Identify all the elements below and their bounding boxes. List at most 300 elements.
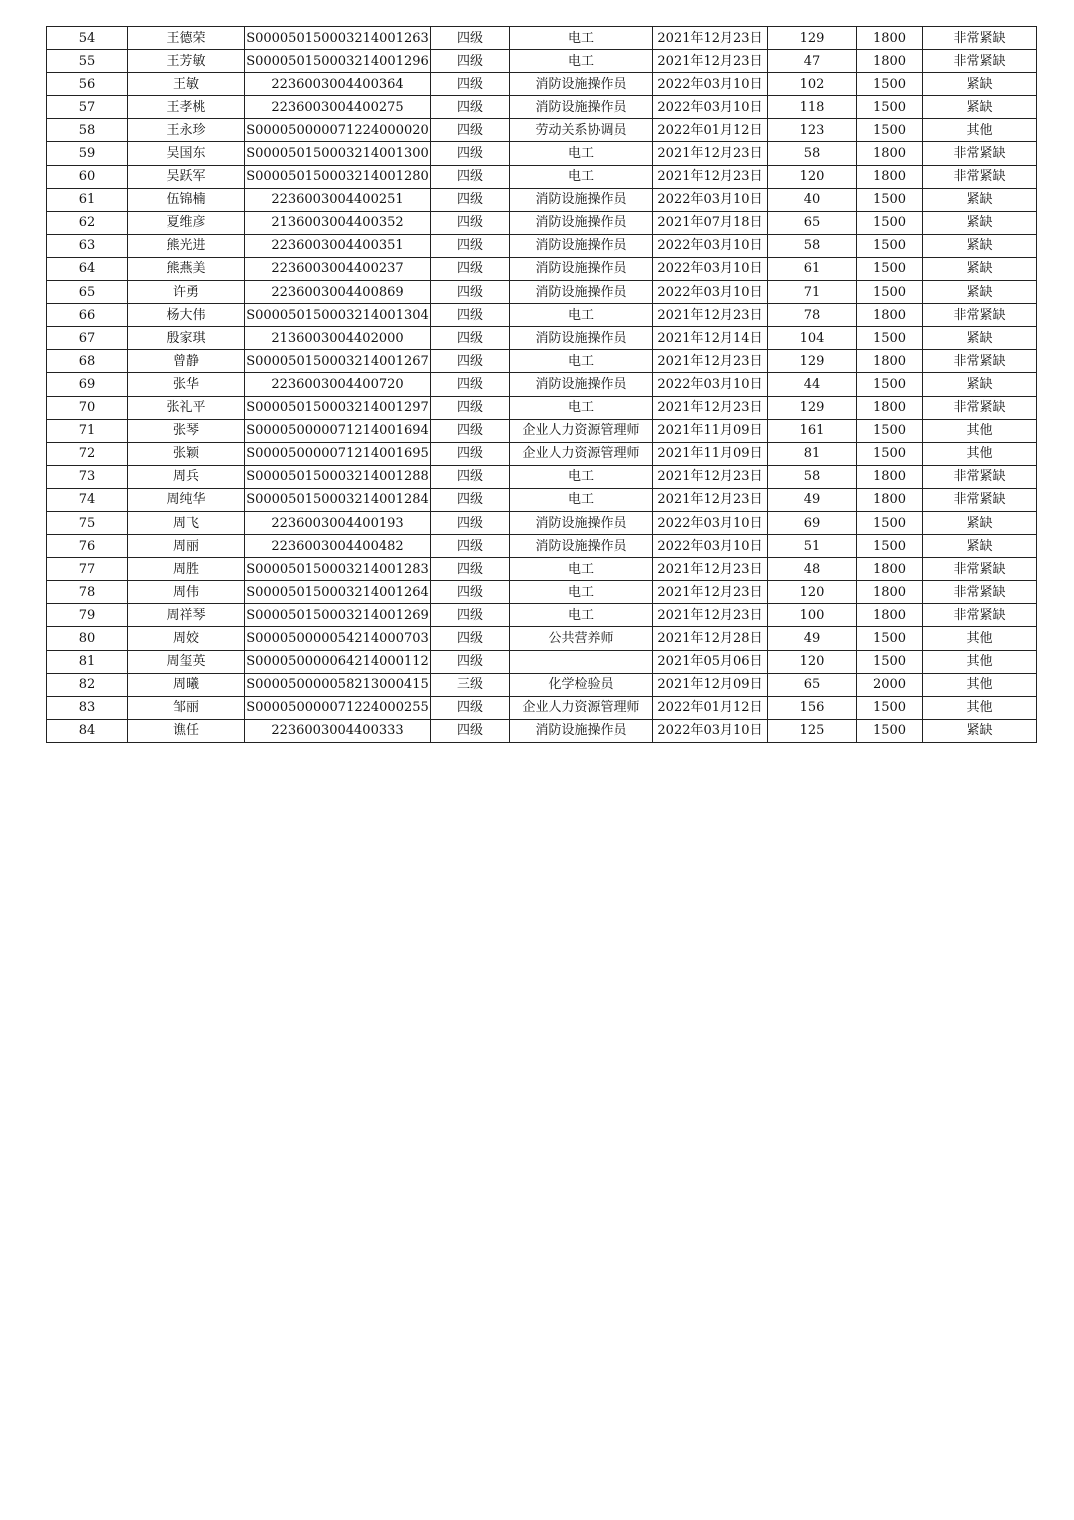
seq-cell: 65 — [47, 281, 128, 304]
issue-date-cell: 2021年12月23日 — [653, 558, 768, 581]
issue-date-cell: 2021年11月09日 — [653, 419, 768, 442]
shortage-category-cell: 紧缺 — [923, 281, 1037, 304]
shortage-category-cell: 紧缺 — [923, 327, 1037, 350]
name-cell: 王永珍 — [128, 119, 245, 142]
count-cell: 120 — [768, 165, 857, 188]
shortage-category-cell: 非常紧缺 — [923, 27, 1037, 50]
seq-cell: 61 — [47, 188, 128, 211]
occupation-cell: 电工 — [510, 396, 653, 419]
name-cell: 殷家琪 — [128, 327, 245, 350]
cert-number-cell: S000050150003214001283 — [245, 558, 431, 581]
occupation-cell: 消防设施操作员 — [510, 96, 653, 119]
count-cell: 48 — [768, 558, 857, 581]
amount-cell: 1500 — [857, 442, 923, 465]
cert-number-cell: S000050150003214001263 — [245, 27, 431, 50]
occupation-cell: 电工 — [510, 27, 653, 50]
level-cell: 四级 — [431, 511, 510, 534]
name-cell: 周祥琴 — [128, 604, 245, 627]
occupation-cell: 消防设施操作员 — [510, 373, 653, 396]
level-cell: 四级 — [431, 396, 510, 419]
issue-date-cell: 2022年01月12日 — [653, 119, 768, 142]
amount-cell: 1800 — [857, 27, 923, 50]
amount-cell: 1500 — [857, 373, 923, 396]
seq-cell: 56 — [47, 73, 128, 96]
shortage-category-cell: 非常紧缺 — [923, 304, 1037, 327]
count-cell: 81 — [768, 442, 857, 465]
name-cell: 周玺英 — [128, 650, 245, 673]
seq-cell: 59 — [47, 142, 128, 165]
shortage-category-cell: 非常紧缺 — [923, 581, 1037, 604]
cert-number-cell: S000050150003214001296 — [245, 50, 431, 73]
name-cell: 王敏 — [128, 73, 245, 96]
table-row — [47, 257, 1037, 280]
seq-cell: 57 — [47, 96, 128, 119]
count-cell: 49 — [768, 627, 857, 650]
shortage-category-cell: 紧缺 — [923, 211, 1037, 234]
seq-cell: 58 — [47, 119, 128, 142]
name-cell: 王芳敏 — [128, 50, 245, 73]
amount-cell: 1800 — [857, 396, 923, 419]
amount-cell: 1500 — [857, 419, 923, 442]
table-row — [47, 234, 1037, 257]
amount-cell: 1800 — [857, 50, 923, 73]
name-cell: 许勇 — [128, 281, 245, 304]
occupation-cell: 消防设施操作员 — [510, 257, 653, 280]
table-row — [47, 73, 1037, 96]
amount-cell: 1500 — [857, 627, 923, 650]
name-cell: 周飞 — [128, 511, 245, 534]
shortage-category-cell: 紧缺 — [923, 73, 1037, 96]
cert-number-cell: 2136003004402000 — [245, 327, 431, 350]
name-cell: 张华 — [128, 373, 245, 396]
issue-date-cell: 2021年12月14日 — [653, 327, 768, 350]
issue-date-cell: 2021年12月23日 — [653, 581, 768, 604]
cert-number-cell: S000050000071224000020 — [245, 119, 431, 142]
name-cell: 王孝桃 — [128, 96, 245, 119]
seq-cell: 69 — [47, 373, 128, 396]
name-cell: 周纯华 — [128, 488, 245, 511]
count-cell: 102 — [768, 73, 857, 96]
count-cell: 161 — [768, 419, 857, 442]
shortage-category-cell: 紧缺 — [923, 373, 1037, 396]
count-cell: 58 — [768, 234, 857, 257]
table-row — [47, 511, 1037, 534]
level-cell: 四级 — [431, 165, 510, 188]
table-row — [47, 673, 1037, 696]
shortage-category-cell: 其他 — [923, 419, 1037, 442]
occupation-cell: 电工 — [510, 304, 653, 327]
cert-number-cell: S000050150003214001267 — [245, 350, 431, 373]
level-cell: 四级 — [431, 50, 510, 73]
table-row — [47, 119, 1037, 142]
amount-cell: 1800 — [857, 465, 923, 488]
level-cell: 四级 — [431, 419, 510, 442]
level-cell: 四级 — [431, 188, 510, 211]
occupation-cell: 劳动关系协调员 — [510, 119, 653, 142]
shortage-category-cell: 紧缺 — [923, 719, 1037, 742]
name-cell: 周曦 — [128, 673, 245, 696]
seq-cell: 70 — [47, 396, 128, 419]
amount-cell: 1500 — [857, 650, 923, 673]
shortage-category-cell: 紧缺 — [923, 234, 1037, 257]
name-cell: 熊燕美 — [128, 257, 245, 280]
count-cell: 44 — [768, 373, 857, 396]
amount-cell: 1800 — [857, 581, 923, 604]
cert-number-cell: 2236003004400237 — [245, 257, 431, 280]
cert-number-cell: S000050150003214001288 — [245, 465, 431, 488]
occupation-cell: 电工 — [510, 50, 653, 73]
issue-date-cell: 2021年12月23日 — [653, 304, 768, 327]
cert-number-cell: S000050150003214001304 — [245, 304, 431, 327]
amount-cell: 1500 — [857, 696, 923, 719]
table-row — [47, 281, 1037, 304]
seq-cell: 63 — [47, 234, 128, 257]
cert-number-cell: S000050000071214001694 — [245, 419, 431, 442]
seq-cell: 77 — [47, 558, 128, 581]
count-cell: 58 — [768, 142, 857, 165]
name-cell: 张琴 — [128, 419, 245, 442]
seq-cell: 60 — [47, 165, 128, 188]
count-cell: 123 — [768, 119, 857, 142]
count-cell: 100 — [768, 604, 857, 627]
issue-date-cell: 2022年03月10日 — [653, 73, 768, 96]
count-cell: 125 — [768, 719, 857, 742]
occupation-cell: 电工 — [510, 465, 653, 488]
level-cell: 四级 — [431, 281, 510, 304]
table-row — [47, 373, 1037, 396]
name-cell: 周兵 — [128, 465, 245, 488]
shortage-category-cell: 非常紧缺 — [923, 350, 1037, 373]
cert-number-cell: 2236003004400193 — [245, 511, 431, 534]
issue-date-cell: 2021年05月06日 — [653, 650, 768, 673]
count-cell: 71 — [768, 281, 857, 304]
issue-date-cell: 2021年12月23日 — [653, 142, 768, 165]
cert-number-cell: 2236003004400364 — [245, 73, 431, 96]
occupation-cell: 电工 — [510, 165, 653, 188]
shortage-category-cell: 非常紧缺 — [923, 50, 1037, 73]
amount-cell: 1500 — [857, 511, 923, 534]
cert-number-cell: 2236003004400869 — [245, 281, 431, 304]
shortage-category-cell: 紧缺 — [923, 257, 1037, 280]
issue-date-cell: 2022年03月10日 — [653, 257, 768, 280]
level-cell: 四级 — [431, 350, 510, 373]
occupation-cell: 企业人力资源管理师 — [510, 442, 653, 465]
occupation-cell: 电工 — [510, 142, 653, 165]
level-cell: 四级 — [431, 304, 510, 327]
amount-cell: 1800 — [857, 350, 923, 373]
cert-number-cell: S000050000071214001695 — [245, 442, 431, 465]
table-row — [47, 627, 1037, 650]
shortage-category-cell: 非常紧缺 — [923, 142, 1037, 165]
issue-date-cell: 2022年03月10日 — [653, 234, 768, 257]
occupation-cell: 消防设施操作员 — [510, 511, 653, 534]
name-cell: 周姣 — [128, 627, 245, 650]
seq-cell: 54 — [47, 27, 128, 50]
table-row — [47, 558, 1037, 581]
name-cell: 周胜 — [128, 558, 245, 581]
amount-cell: 1800 — [857, 604, 923, 627]
table-row — [47, 535, 1037, 558]
count-cell: 120 — [768, 581, 857, 604]
level-cell: 四级 — [431, 442, 510, 465]
count-cell: 69 — [768, 511, 857, 534]
seq-cell: 66 — [47, 304, 128, 327]
count-cell: 129 — [768, 27, 857, 50]
cert-number-cell: S000050150003214001284 — [245, 488, 431, 511]
level-cell: 四级 — [431, 257, 510, 280]
level-cell: 四级 — [431, 604, 510, 627]
name-cell: 夏维彦 — [128, 211, 245, 234]
seq-cell: 67 — [47, 327, 128, 350]
level-cell: 四级 — [431, 119, 510, 142]
seq-cell: 55 — [47, 50, 128, 73]
name-cell: 伍锦楠 — [128, 188, 245, 211]
level-cell: 四级 — [431, 627, 510, 650]
cert-number-cell: S000050000071224000255 — [245, 696, 431, 719]
count-cell: 61 — [768, 257, 857, 280]
seq-cell: 84 — [47, 719, 128, 742]
amount-cell: 1500 — [857, 234, 923, 257]
cert-number-cell: 2236003004400251 — [245, 188, 431, 211]
cert-number-cell: 2236003004400275 — [245, 96, 431, 119]
issue-date-cell: 2022年03月10日 — [653, 511, 768, 534]
occupation-cell: 消防设施操作员 — [510, 73, 653, 96]
cert-number-cell: S000050000064214000112 — [245, 650, 431, 673]
count-cell: 51 — [768, 535, 857, 558]
count-cell: 129 — [768, 350, 857, 373]
table-row — [47, 396, 1037, 419]
level-cell: 四级 — [431, 581, 510, 604]
count-cell: 40 — [768, 188, 857, 211]
issue-date-cell: 2022年01月12日 — [653, 696, 768, 719]
issue-date-cell: 2022年03月10日 — [653, 719, 768, 742]
occupation-cell: 电工 — [510, 558, 653, 581]
seq-cell: 62 — [47, 211, 128, 234]
seq-cell: 74 — [47, 488, 128, 511]
amount-cell: 1500 — [857, 73, 923, 96]
shortage-category-cell: 其他 — [923, 442, 1037, 465]
shortage-category-cell: 紧缺 — [923, 188, 1037, 211]
seq-cell: 68 — [47, 350, 128, 373]
table-row — [47, 650, 1037, 673]
shortage-category-cell: 非常紧缺 — [923, 465, 1037, 488]
table-row — [47, 165, 1037, 188]
cert-number-cell: 2236003004400720 — [245, 373, 431, 396]
amount-cell: 1800 — [857, 304, 923, 327]
cert-number-cell: S000050150003214001300 — [245, 142, 431, 165]
cert-number-cell: 2136003004400352 — [245, 211, 431, 234]
count-cell: 156 — [768, 696, 857, 719]
table-row — [47, 419, 1037, 442]
shortage-category-cell: 非常紧缺 — [923, 396, 1037, 419]
amount-cell: 1800 — [857, 165, 923, 188]
level-cell: 四级 — [431, 142, 510, 165]
shortage-category-cell: 其他 — [923, 673, 1037, 696]
shortage-category-cell: 非常紧缺 — [923, 604, 1037, 627]
name-cell: 杨大伟 — [128, 304, 245, 327]
table-row — [47, 442, 1037, 465]
amount-cell: 1500 — [857, 119, 923, 142]
cert-number-cell: 2236003004400482 — [245, 535, 431, 558]
name-cell: 张礼平 — [128, 396, 245, 419]
count-cell: 104 — [768, 327, 857, 350]
occupation-cell: 消防设施操作员 — [510, 188, 653, 211]
shortage-category-cell: 紧缺 — [923, 96, 1037, 119]
issue-date-cell: 2022年03月10日 — [653, 188, 768, 211]
table-row — [47, 142, 1037, 165]
shortage-category-cell: 其他 — [923, 627, 1037, 650]
name-cell: 谯任 — [128, 719, 245, 742]
level-cell: 四级 — [431, 558, 510, 581]
amount-cell: 1500 — [857, 327, 923, 350]
level-cell: 四级 — [431, 650, 510, 673]
table-row — [47, 581, 1037, 604]
occupation-cell: 消防设施操作员 — [510, 719, 653, 742]
seq-cell: 73 — [47, 465, 128, 488]
issue-date-cell: 2022年03月10日 — [653, 535, 768, 558]
amount-cell: 1800 — [857, 142, 923, 165]
occupation-cell: 消防设施操作员 — [510, 535, 653, 558]
name-cell: 王德荣 — [128, 27, 245, 50]
amount-cell: 1500 — [857, 211, 923, 234]
seq-cell: 71 — [47, 419, 128, 442]
cert-number-cell: S000050150003214001269 — [245, 604, 431, 627]
shortage-category-cell: 非常紧缺 — [923, 165, 1037, 188]
issue-date-cell: 2021年12月23日 — [653, 488, 768, 511]
shortage-category-cell: 其他 — [923, 650, 1037, 673]
level-cell: 四级 — [431, 211, 510, 234]
amount-cell: 1500 — [857, 257, 923, 280]
count-cell: 120 — [768, 650, 857, 673]
shortage-category-cell: 其他 — [923, 119, 1037, 142]
table-row — [47, 50, 1037, 73]
occupation-cell: 企业人力资源管理师 — [510, 696, 653, 719]
amount-cell: 1500 — [857, 535, 923, 558]
seq-cell: 80 — [47, 627, 128, 650]
occupation-cell: 消防设施操作员 — [510, 211, 653, 234]
occupation-cell: 消防设施操作员 — [510, 327, 653, 350]
shortage-category-cell: 非常紧缺 — [923, 558, 1037, 581]
amount-cell: 1500 — [857, 188, 923, 211]
seq-cell: 79 — [47, 604, 128, 627]
count-cell: 118 — [768, 96, 857, 119]
seq-cell: 83 — [47, 696, 128, 719]
count-cell: 78 — [768, 304, 857, 327]
count-cell: 65 — [768, 673, 857, 696]
table-row — [47, 488, 1037, 511]
level-cell: 四级 — [431, 73, 510, 96]
seq-cell: 75 — [47, 511, 128, 534]
level-cell: 四级 — [431, 373, 510, 396]
count-cell: 129 — [768, 396, 857, 419]
name-cell: 曾静 — [128, 350, 245, 373]
table-row — [47, 27, 1037, 50]
issue-date-cell: 2021年11月09日 — [653, 442, 768, 465]
seq-cell: 82 — [47, 673, 128, 696]
issue-date-cell: 2021年12月28日 — [653, 627, 768, 650]
amount-cell: 1500 — [857, 96, 923, 119]
table-row — [47, 465, 1037, 488]
issue-date-cell: 2021年12月23日 — [653, 165, 768, 188]
table-row — [47, 211, 1037, 234]
level-cell: 四级 — [431, 696, 510, 719]
cert-number-cell: 2236003004400351 — [245, 234, 431, 257]
table-body — [47, 27, 1037, 743]
amount-cell: 1800 — [857, 558, 923, 581]
name-cell: 吴跃军 — [128, 165, 245, 188]
seq-cell: 78 — [47, 581, 128, 604]
amount-cell: 2000 — [857, 673, 923, 696]
occupation-cell: 电工 — [510, 488, 653, 511]
level-cell: 四级 — [431, 719, 510, 742]
amount-cell: 1500 — [857, 719, 923, 742]
level-cell: 四级 — [431, 96, 510, 119]
occupation-cell: 消防设施操作员 — [510, 234, 653, 257]
seq-cell: 76 — [47, 535, 128, 558]
level-cell: 三级 — [431, 673, 510, 696]
issue-date-cell: 2021年12月23日 — [653, 27, 768, 50]
occupation-cell: 消防设施操作员 — [510, 281, 653, 304]
table-row — [47, 96, 1037, 119]
cert-number-cell: S000050150003214001280 — [245, 165, 431, 188]
cert-number-cell: S000050000054214000703 — [245, 627, 431, 650]
count-cell: 65 — [768, 211, 857, 234]
seq-cell: 81 — [47, 650, 128, 673]
occupation-cell: 电工 — [510, 581, 653, 604]
table-row — [47, 719, 1037, 742]
issue-date-cell: 2021年12月23日 — [653, 396, 768, 419]
cert-number-cell: 2236003004400333 — [245, 719, 431, 742]
level-cell: 四级 — [431, 535, 510, 558]
name-cell: 吴国东 — [128, 142, 245, 165]
table-row — [47, 327, 1037, 350]
issue-date-cell: 2021年07月18日 — [653, 211, 768, 234]
name-cell: 张颖 — [128, 442, 245, 465]
cert-number-cell: S000050150003214001264 — [245, 581, 431, 604]
occupation-cell: 电工 — [510, 604, 653, 627]
shortage-category-cell: 紧缺 — [923, 535, 1037, 558]
level-cell: 四级 — [431, 488, 510, 511]
issue-date-cell: 2021年12月09日 — [653, 673, 768, 696]
seq-cell: 64 — [47, 257, 128, 280]
cert-number-cell: S000050000058213000415 — [245, 673, 431, 696]
table-row — [47, 696, 1037, 719]
table-row — [47, 604, 1037, 627]
count-cell: 58 — [768, 465, 857, 488]
level-cell: 四级 — [431, 234, 510, 257]
issue-date-cell: 2022年03月10日 — [653, 373, 768, 396]
issue-date-cell: 2021年12月23日 — [653, 350, 768, 373]
shortage-category-cell: 非常紧缺 — [923, 488, 1037, 511]
table-row — [47, 350, 1037, 373]
name-cell: 周伟 — [128, 581, 245, 604]
level-cell: 四级 — [431, 27, 510, 50]
issue-date-cell: 2022年03月10日 — [653, 281, 768, 304]
cert-number-cell: S000050150003214001297 — [245, 396, 431, 419]
issue-date-cell: 2021年12月23日 — [653, 465, 768, 488]
level-cell: 四级 — [431, 327, 510, 350]
shortage-category-cell: 紧缺 — [923, 511, 1037, 534]
count-cell: 47 — [768, 50, 857, 73]
issue-date-cell: 2021年12月23日 — [653, 50, 768, 73]
name-cell: 周丽 — [128, 535, 245, 558]
table-row — [47, 188, 1037, 211]
shortage-category-cell: 其他 — [923, 696, 1037, 719]
subsidy-table — [46, 26, 1037, 743]
level-cell: 四级 — [431, 465, 510, 488]
issue-date-cell: 2021年12月23日 — [653, 604, 768, 627]
occupation-cell: 企业人力资源管理师 — [510, 419, 653, 442]
